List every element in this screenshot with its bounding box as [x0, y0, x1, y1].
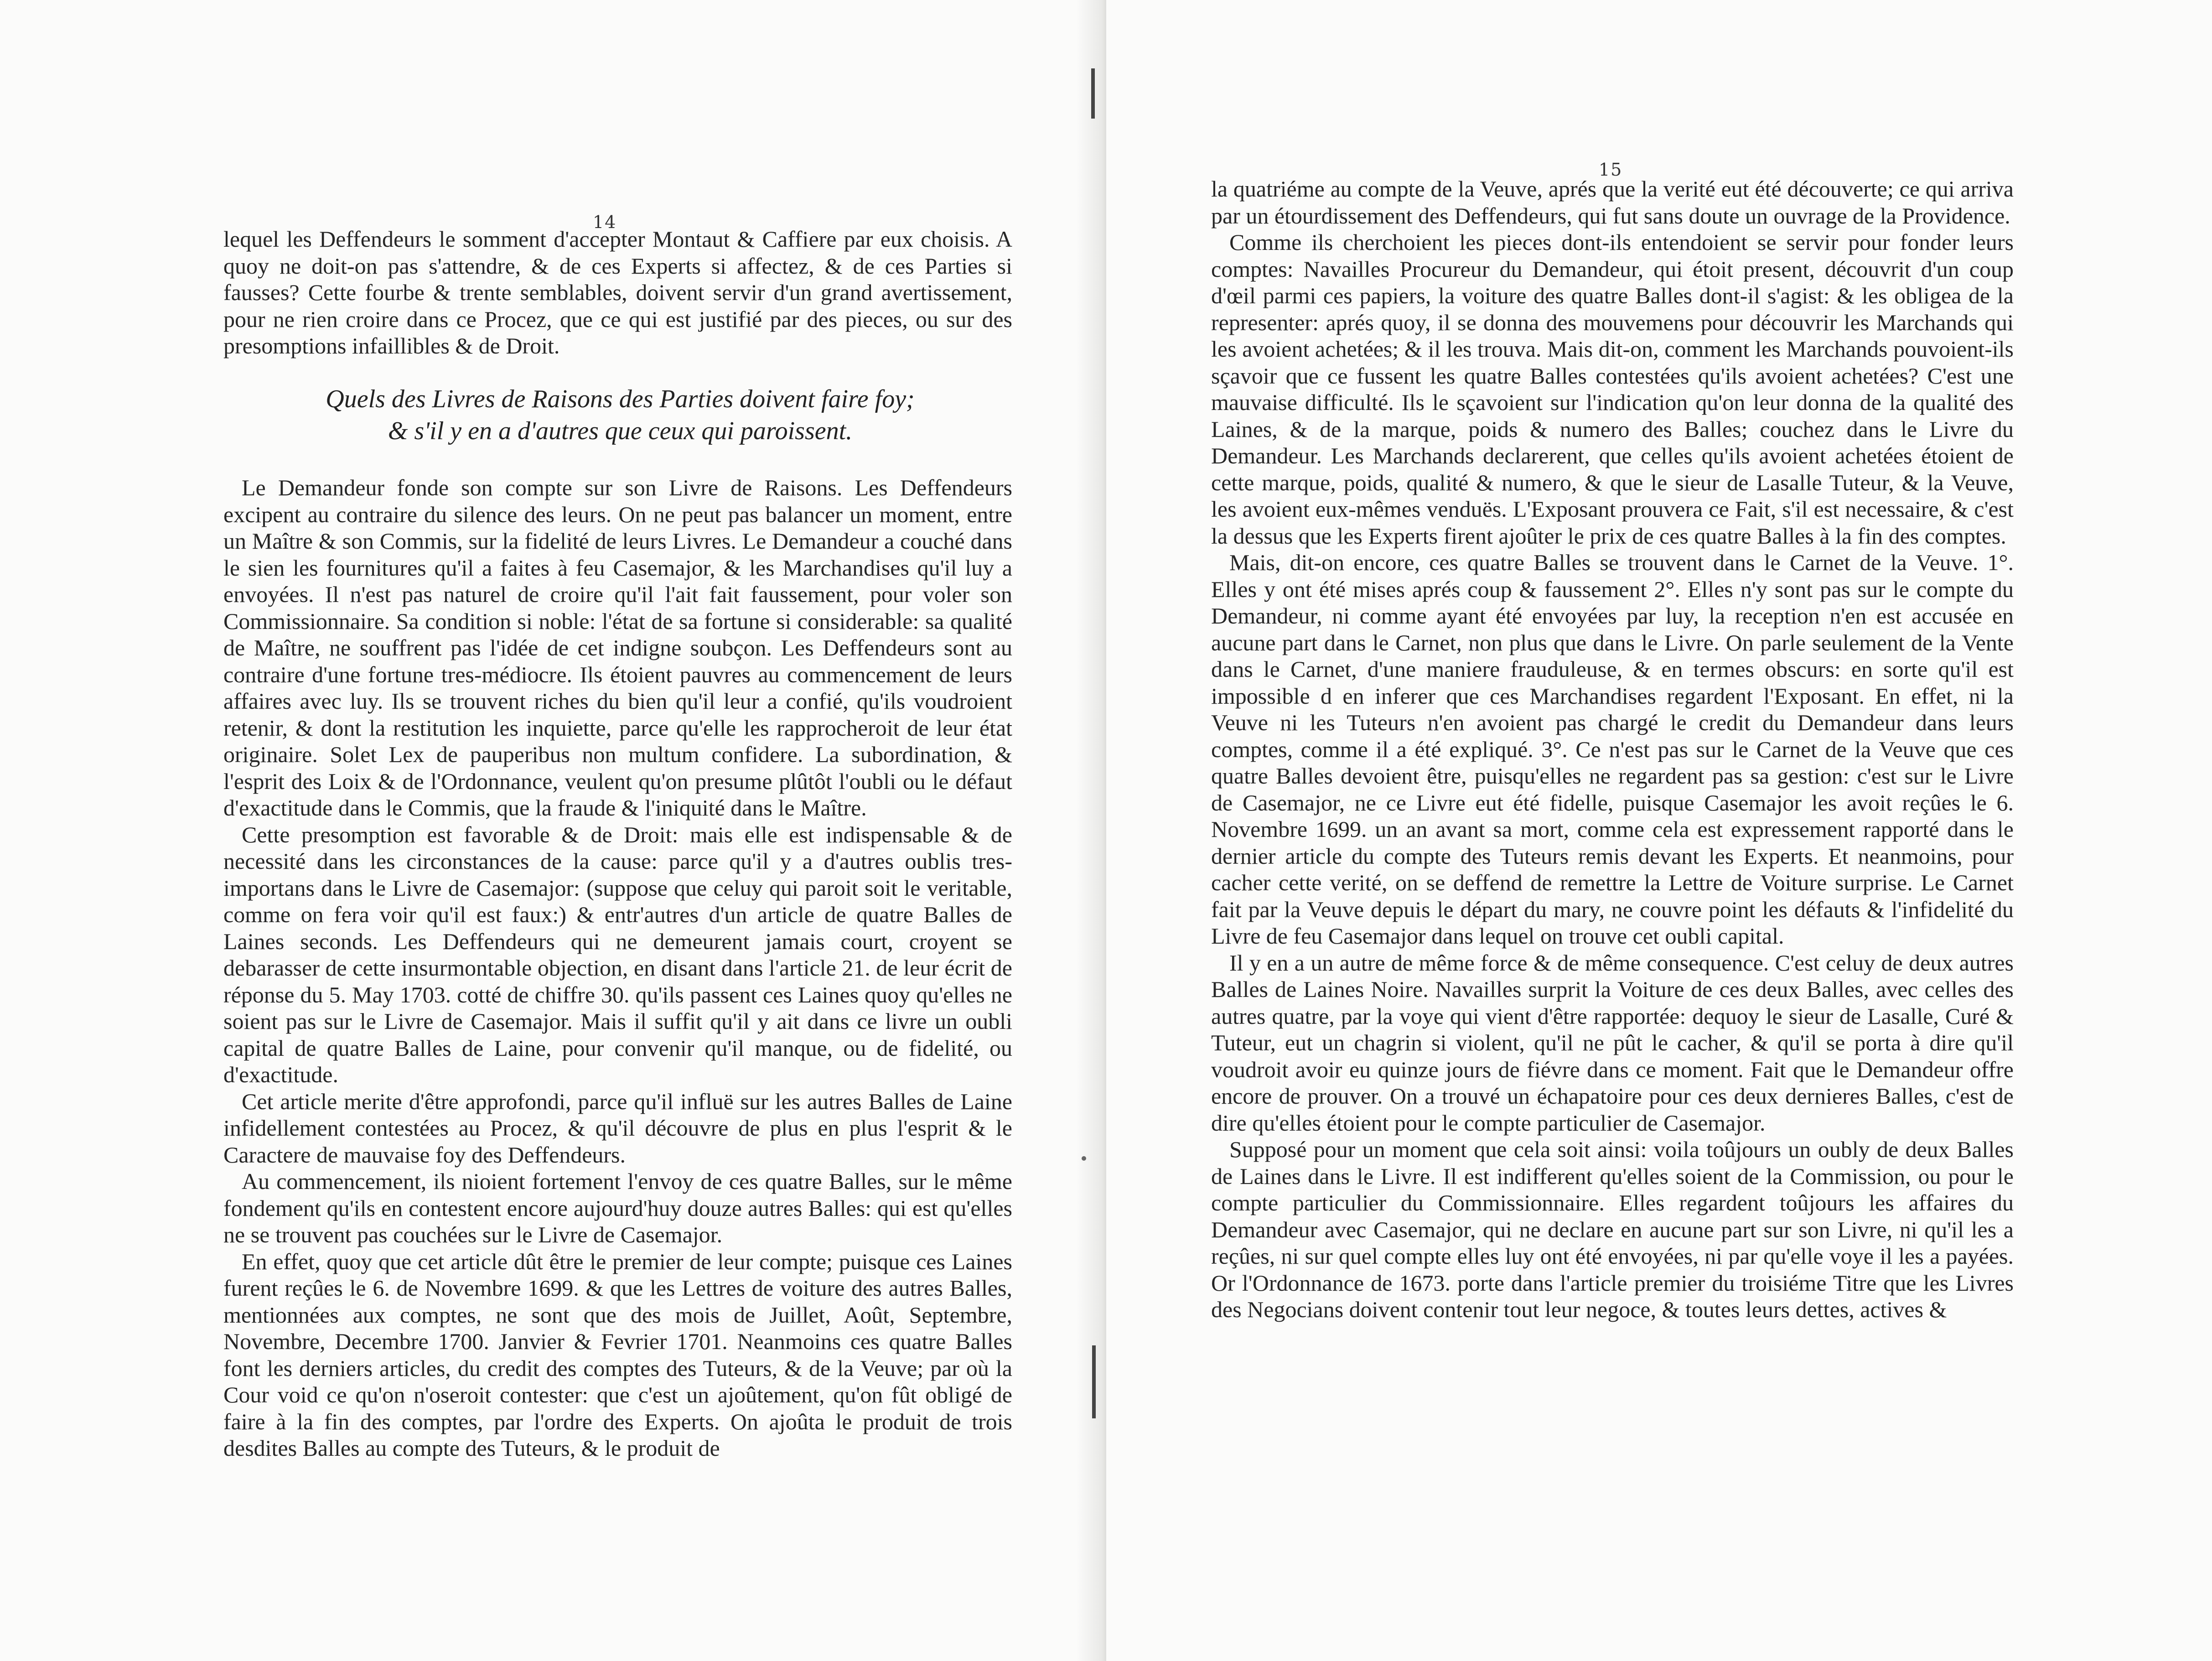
heading-line: Quels des Livres de Raisons des Parties doivent faire foy; — [326, 385, 915, 413]
paragraph: Supposé pour un moment que cela soit ainsi: voila toûjours un oubly de deux Balles de Laines dans le Livre. Il est indifferent qu'elles soient de la Commission, ou pour le compte particulier du Commissionnaire. Elles regardent toûjours les affaires du Demandeur avec Casemajor, qui ne declare en aucune part sur son Livre, ni qu'il les a reçûes, ni sur quel compte elles luy ont été envoyées, ni par qu'elle voye il les a payées. Or l'Ordonnance de 1673. porte dans l'article premier du troisiéme Titre que les Livres des Negocians doivent contenir tout leur negoce, & toutes leurs dettes, actives & — [1211, 1137, 2014, 1322]
paragraph: lequel les Deffendeurs le somment d'accepter Montaut & Caffiere par eux choisis. A quoy ne doit-on pas s'attendre, & de ces Experts si affectez, & de ces Parties si fausses? Cette fourbe & trente semblables, doivent servir d'un grand avertissement, pour ne rien croire dans ce Procez, que ce qui est justifié par des pieces, ou sur des presomptions infaillibles & de Droit. — [223, 226, 1012, 358]
paragraph: Il y en a un autre de même force & de même consequence. C'est celuy de deux autres Balles de Laines Noire. Navailles surprit la Voiture de ces deux Balles, avec celles des autres quatre, par la voye qui vient d'être rapportée: dequoy le sieur de Lasalle, Curé & Tuteur, eut un chagrin si violent, qu'il ne pût le cacher, & qu'il se porta à dire qu'il voudroit avoir eu quinze jours de fiévre dans ce moment. Fait que le Demandeur offre encore de prouver. On a trouvé un échapatoire pour ces deux dernieres Balles, c'est de dire qu'elles étoient pour le compte particulier de Casemajor. — [1211, 950, 2014, 1136]
paragraph: Cet article merite d'être approfondi, parce qu'il influë sur les autres Balles de Laine infidellement contestées au Procez, & qu'il découvre de plus en plus l'esprit & le Caractere de mauvaise foy des Deffendeurs. — [223, 1088, 1012, 1168]
paragraph: la quatriéme au compte de la Veuve, aprés que la verité eut été découverte; ce qui arriva par un étourdissement des Deffendeurs, qui fut sans doute un ouvrage de la Providence. — [1211, 176, 2014, 228]
left-body-text — [223, 474, 1012, 1462]
page-number: 14 — [593, 212, 617, 232]
paragraph: Comme ils cherchoient les pieces dont-ils entendoient se servir pour fonder leurs comptes: Navailles Procureur du Demandeur, qui étoit present, découvrit d'un coup d'œil parmi ces papiers, la voiture des quatre Balles dont-il s'agist: & les obligea de la representer: aprés quoy, il se donna des mouvemens pour découvrir les Marchands qui les avoient achetées; & il les trouva. Mais dit-on, comment les Marchands pouvoient-ils sçavoir que ce fussent les quatre Balles contestées qu'ils avoient achetées? C'est une mauvaise difficulté. Ils le sçavoient sur l'indication qu'on leur donna de la qualité des Laines, & de la marque, poids & numero des Balles; couchez dans le Livre du Demandeur. Les Marchands declarerent, que celles qu'ils avoient achetées étoient de cette marque, poids, qualité & numero, & que le sieur de Lasalle Tuteur, & la Veuve, les avoient eux-mêmes venduës. L'Exposant prouvera ce Fait, s'il est necessaire, & c'est la dessus que les Experts firent ajoûter le prix de ces quatre Balles à la fin des comptes. — [1211, 229, 2014, 549]
right-body-text — [1211, 176, 2014, 1323]
paragraph: Cette presomption est favorable & de Droit: mais elle est indispensable & de necessité dans les circonstances de la cause: parce qu'il y a d'autres oublis tres-importans dans le Livre de Casemajor: (suppose que celuy qui paroit soit le veritable, comme on fera voir qu'il est faux:) & entr'autres d'un article de quatre Balles de Laines seconds. Les Deffendeurs qui ne demeurent jamais court, croyent se debarasser de cette insurmontable objection, en disant dans l'article 21. de leur écrit de réponse du 5. May 1703. cotté de chiffre 30. qu'ils passent ces Laines quoy qu'elles ne soient pas sur le Livre de Casemajor. Mais il suffit qu'il y ait dans ce livre un oubli capital de quatre Balles de Laine, pour convenir qu'il manque, ou de fidelité, ou d'exactitude. — [223, 821, 1012, 1087]
paragraph: Au commencement, ils nioient fortement l'envoy de ces quatre Balles, sur le même fondement qu'ils en contestent encore aujourd'huy douze autres Balles: qui est qu'elles ne se trouvent pas couchées sur le Livre de Casemajor. — [223, 1168, 1012, 1247]
paragraph: Mais, dit-on encore, ces quatre Balles se trouvent dans le Carnet de la Veuve. 1°. Elles y ont été mises aprés coup & faussement 2°. Elles n'y sont pas sur le compte du Demandeur, ni comme ayant été envoyées par luy, la reception n'en est accusée en aucune part dans le Carnet, non plus que dans le Livre. On parle seulement de la Vente dans le Carnet, d'une maniere frauduleuse, & en termes obscurs: en sorte qu'il est impossible d en inferer que ces Marchandises regardent l'Exposant. En effet, ni la Veuve ni les Tuteurs n'en avoient pas chargé le credit du Demandeur dans leurs comptes, comme il a été expliqué. 3°. Ce n'est pas sur le Carnet de la Veuve que ces quatre Balles devoient être, puisqu'elles ne regardent pas sa gestion: c'est sur le Livre de Casemajor, ne ce Livre eut été fidelle, puisque Casemajor les avoit reçûes le 6. Novembre 1699. un an avant sa mort, comme cela est expressement rapporté dans le dernier article du compte des Tuteurs remis devant les Experts. Et neanmoins, pour cacher cette verité, on se deffend de remettre la Lettre de Voiture surprise. Le Carnet fait par la Veuve depuis le départ du mary, ne couvre point les défauts & l'infidelité du Livre de feu Casemajor dans lequel on trouve cet oubli capital. — [1211, 550, 2014, 949]
paragraph: En effet, quoy que cet article dût être le premier de leur compte; puisque ces Laines furent reçûes le 6. de Novembre 1699. & que les Lettres de voiture des autres Balles, mentionnées aux comptes, ne sont que des mois de Juillet, Août, Septembre, Novembre, Decembre 1700. Janvier & Fevrier 1701. Neanmoins ces quatre Balles font les derniers articles, du credit des comptes des Tuteurs, & de la Veuve; par où la Cour void ce qu'on n'oseroit contester: que c'est un ajoûtement, qu'on fût obligé de faire à la fin des comptes, par l'ordre des Experts. On ajoûta le produit de trois desdites Balles au compte des Tuteurs, & le produit de — [223, 1248, 1012, 1461]
heading-line: & s'il y en a d'autres que ceux qui paroissent. — [388, 417, 853, 445]
right-page — [1106, 0, 2212, 1661]
scan-mark — [1091, 68, 1095, 119]
scan-dot — [1082, 1156, 1086, 1161]
opening-paragraph — [223, 226, 1012, 359]
paragraph: Le Demandeur fonde son compte sur son Livre de Raisons. Les Deffendeurs excipent au contraire du silence des leurs. On ne peut pas balancer un moment, entre un Maître & son Commis, sur la fidelité de leurs Livres. Le Demandeur a couché dans le sien les fournitures qu'il a faites à feu Casemajor, & les Marchandises qu'il luy a envoyées. Il n'est pas naturel de croire qu'il l'ait fait faussement, pour voler son Commissionnaire. Sa condition si noble: l'état de sa fortune si considerable: sa qualité de Maître, ne souffrent pas l'idée de cet indigne soubçon. Les Deffendeurs sont au contraire d'une fortune tres-médiocre. Ils étoient pauvres au commencement de leurs affaires avec luy. Ils se trouvent riches du bien qu'il leur a confié, qu'ils voudroient retenir, & dont la restitution les inquiette, parce qu'elle les rapprocheroit de leur état originaire. Solet Lex de pauperibus non multum confidere. La subordination, & l'esprit des Loix & de l'Ordonnance, veulent qu'on presume plûtôt l'oubli ou le défaut d'exactitude dans le Commis, que la fraude & l'iniquité dans le Maître. — [223, 475, 1012, 820]
page-number: 15 — [1599, 160, 1623, 180]
section-heading — [237, 383, 1003, 447]
scan-mark — [1092, 1345, 1096, 1418]
